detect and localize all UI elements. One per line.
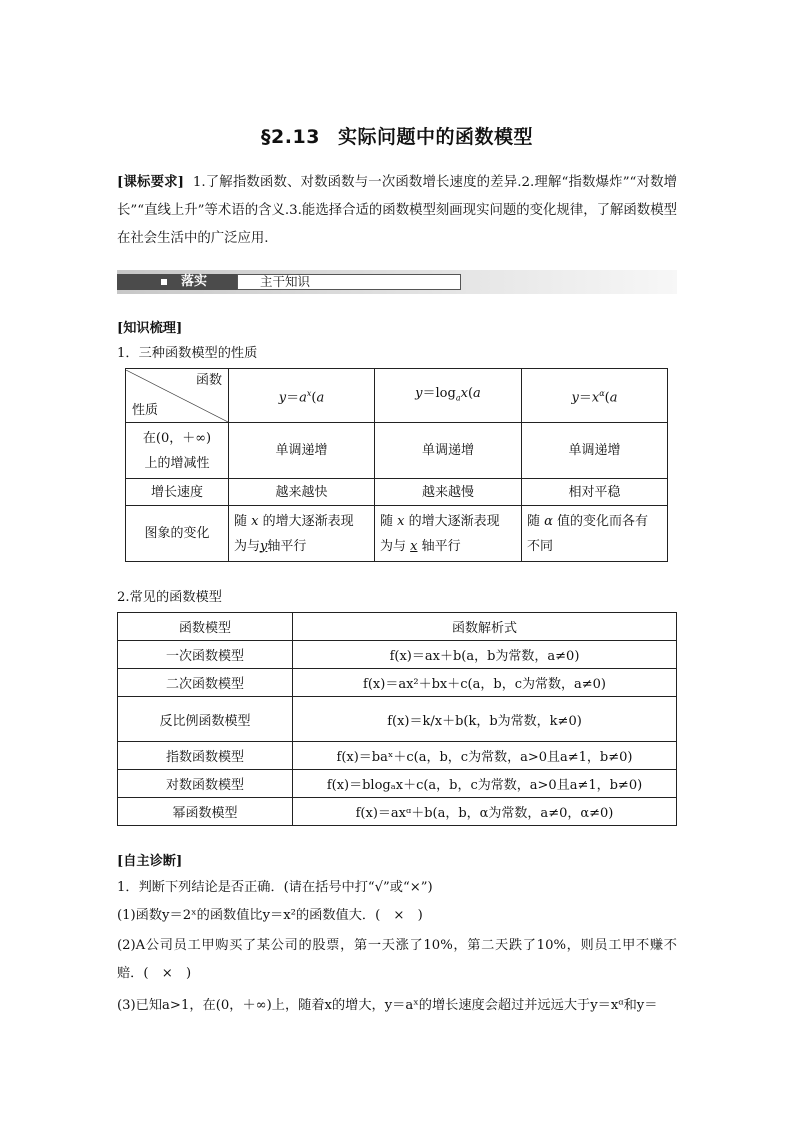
row-label-growth: 增长速度: [126, 479, 229, 506]
model-formula: f(x)＝ax²＋bx＋c(a，b，c为常数，a≠0): [293, 669, 677, 697]
formula-part: x: [591, 390, 600, 406]
table-cell: [374, 506, 521, 562]
square-bullet-icon: [161, 279, 167, 285]
formula-part: ＝: [578, 390, 592, 406]
cell-text: 为与: [379, 538, 406, 554]
question-3: (3)已知a>1，在(0，＋∞)上，随着x的增大，y＝aˣ的增长速度会超过并远远大于y＝xᵅ和y＝: [117, 998, 658, 1013]
formula-part: ＝: [286, 390, 300, 406]
question-1: (1)函数y＝2ˣ的函数值比y＝x²的函数值大．( × ): [117, 908, 423, 923]
cell-text: 轴平行: [267, 538, 307, 554]
header-power: [521, 369, 667, 423]
cell-text: 随: [379, 513, 393, 529]
formula-part: y: [278, 390, 287, 406]
table-cell: 相对平稳: [521, 479, 667, 506]
formula-part: ＝log: [422, 385, 456, 401]
model-name: 反比例函数模型: [118, 697, 293, 742]
formula-part: x: [306, 388, 312, 398]
formula-part: a: [316, 390, 325, 406]
diagnosis-heading: [自主诊断]: [117, 854, 183, 869]
model-name: 一次函数模型: [118, 641, 293, 669]
question-2: (2)A公司员工甲购买了某公司的股票，第一天涨了10%，第二天跌了10%，则员工甲不赚不赔．( × ): [117, 938, 677, 981]
diagonal-header: [126, 370, 228, 422]
cell-text: α: [544, 513, 553, 529]
formula-part: y: [571, 390, 579, 406]
row-label-line: 上的增减性: [144, 455, 210, 471]
cell-text: 轴平行: [421, 538, 461, 554]
table-corner-cell: [126, 369, 229, 423]
cell-text: 随: [526, 513, 540, 529]
table-cell: [229, 506, 375, 562]
diagnosis-item-1: 1．判断下列结论是否正确．(请在括号中打“√”或“×”): [117, 880, 433, 895]
requirements-text: 1.了解指数函数、对数函数与一次函数增长速度的差异.2.理解“指数爆炸”“对数增长”“直线上升”等术语的含义.3.能选择合适的函数模型刻画现实问题的变化规律，了解函数模型在社会生活中的广泛应用.: [117, 175, 678, 246]
table-cell: 单调递增: [374, 423, 521, 479]
model-formula: f(x)＝k/x＋b(k，b为常数，k≠0): [293, 697, 677, 742]
model-formula: f(x)＝blogₐx＋c(a，b，c为常数，a>0且a≠1，b≠0): [293, 770, 677, 798]
cell-text: 的增大逐渐表现: [262, 513, 354, 529]
cell-text: x: [251, 513, 259, 529]
corner-top-label: 函数: [195, 372, 222, 388]
formula-part: a: [455, 393, 461, 403]
function-models-table: [117, 612, 677, 826]
corner-bottom-label: 性质: [132, 402, 159, 418]
cell-text: 不同: [526, 538, 553, 554]
table-cell: 单调递增: [521, 423, 667, 479]
formula-part: (: [311, 390, 317, 406]
table-cell: 单调递增: [229, 423, 375, 479]
cell-text: x: [410, 538, 418, 554]
section-number: §2.13: [261, 126, 320, 148]
table-header-cell: 函数模型: [118, 613, 293, 641]
formula-part: (: [467, 385, 474, 401]
requirements-tag: [课标要求]: [117, 174, 184, 190]
section-banner: [117, 270, 677, 294]
cell-text: 的增大逐渐表现: [408, 513, 500, 529]
model-name: 二次函数模型: [118, 669, 293, 697]
formula-part: x: [460, 385, 468, 401]
row-label-graph: 图象的变化: [126, 506, 229, 562]
formula-part: (: [604, 390, 610, 406]
banner-dark-label: 落实: [181, 274, 208, 289]
cell-text: 随: [234, 513, 248, 529]
curriculum-requirements: [117, 168, 677, 253]
formula-part: a: [473, 385, 481, 401]
page-title: [0, 122, 794, 149]
banner-light: [237, 274, 461, 290]
section-title: 实际问题中的函数模型: [337, 126, 533, 148]
table-cell: 越来越快: [229, 479, 375, 506]
row-label-monotonicity: [126, 423, 229, 479]
function-properties-table: [125, 368, 668, 562]
model-name: 指数函数模型: [118, 742, 293, 770]
header-logarithmic: [374, 369, 521, 423]
model-formula: f(x)＝baˣ＋c(a，b，c为常数，a>0且a≠1，b≠0): [293, 742, 677, 770]
table-cell: 越来越慢: [374, 479, 521, 506]
model-formula: f(x)＝axᵅ＋b(a，b，α为常数，a≠0，α≠0): [293, 798, 677, 826]
formula-part: a: [609, 390, 618, 406]
header-exponential: [229, 369, 375, 423]
formula-part: y: [415, 385, 423, 401]
banner-light-label: 主干知识: [260, 274, 311, 289]
knowledge-heading: [知识梳理]: [117, 321, 183, 336]
formula-part: α: [599, 388, 605, 398]
model-formula: f(x)＝ax＋b(a，b为常数，a≠0): [293, 641, 677, 669]
cell-text: y: [260, 538, 268, 554]
banner-dark: [117, 274, 237, 290]
cell-text: 值的变化而各有: [557, 513, 649, 529]
knowledge-item-1: 1．三种函数模型的性质: [117, 346, 258, 361]
cell-text: 为与: [234, 538, 261, 554]
table-cell: [521, 506, 667, 562]
row-label-line: 在(0，＋∞): [142, 430, 212, 446]
cell-text: x: [397, 513, 405, 529]
model-name: 对数函数模型: [118, 770, 293, 798]
formula-part: a: [299, 390, 307, 406]
model-name: 幂函数模型: [118, 798, 293, 826]
knowledge-item-2: 2.常见的函数模型: [117, 590, 222, 605]
table-header-cell: 函数解析式: [293, 613, 677, 641]
